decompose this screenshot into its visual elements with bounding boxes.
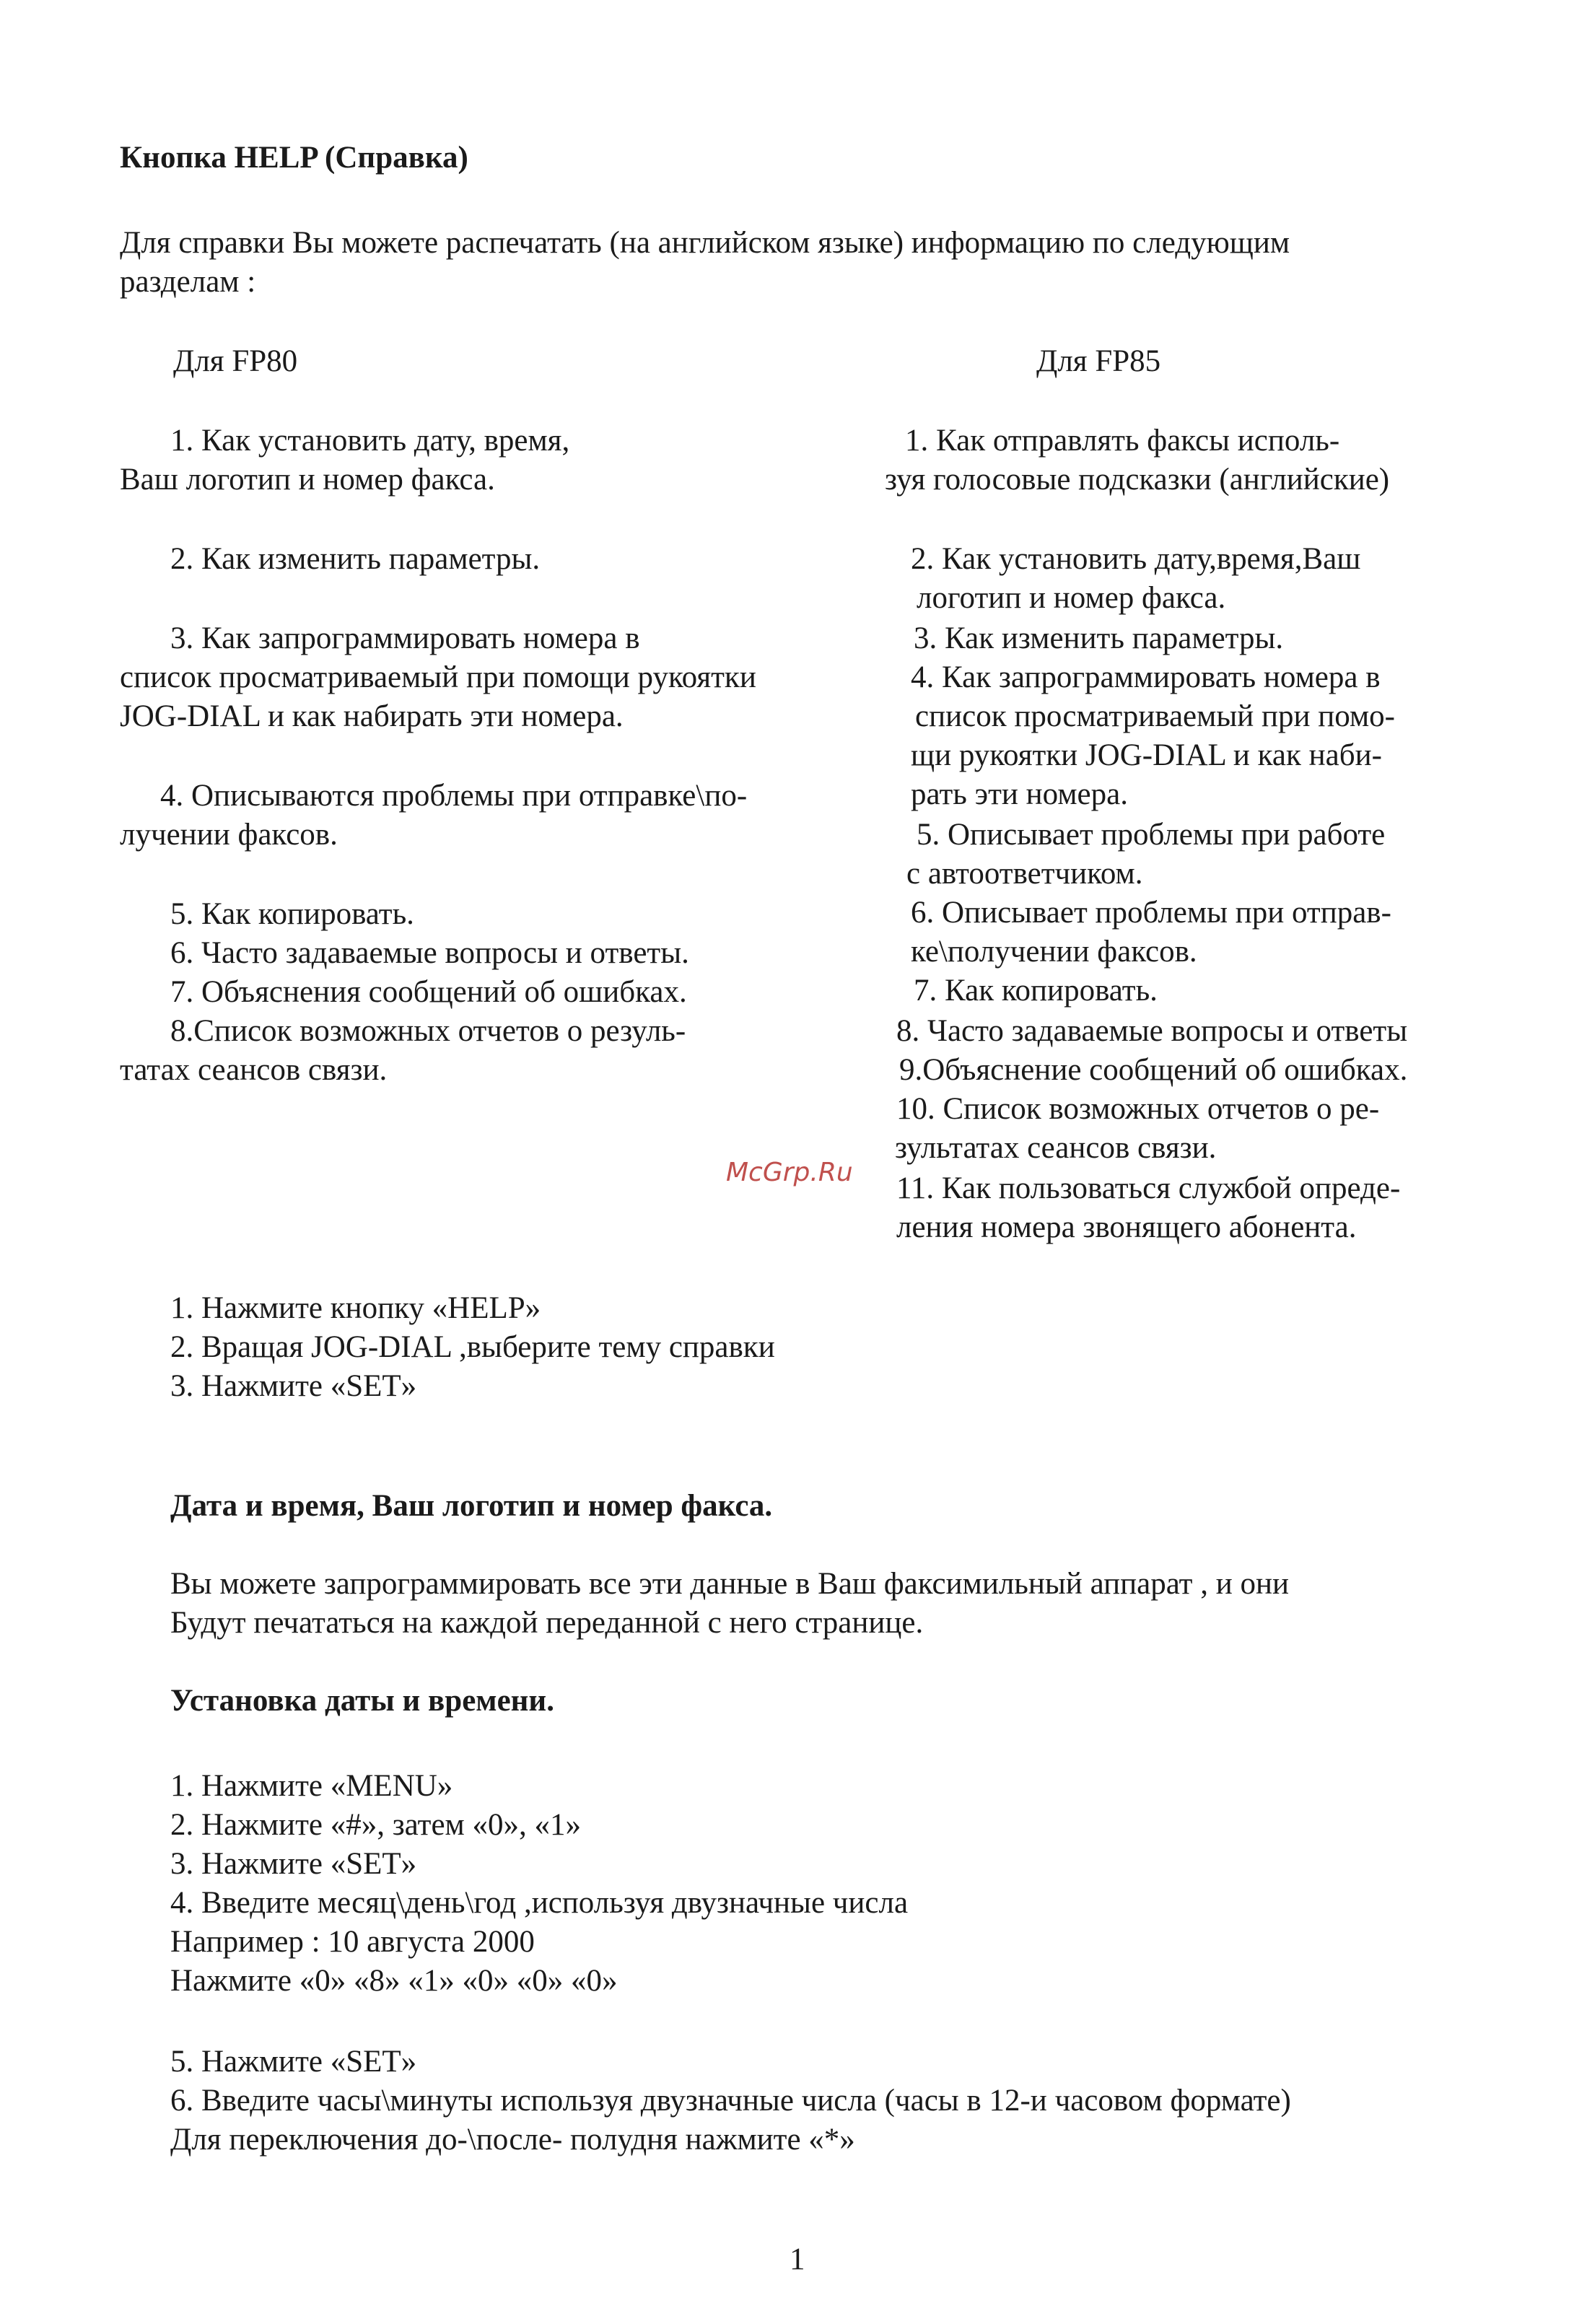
- fp85-line: 8. Часто задаваемые вопросы и ответы: [896, 1014, 1408, 1048]
- fp85-line: 9.Объяснение сообщений об ошибках.: [899, 1053, 1408, 1087]
- fp80-line: 5. Как копировать.: [170, 897, 414, 931]
- fp80-line: 3. Как запрограммировать номера в: [170, 621, 640, 655]
- set-date-line: Для переключения до-\после- полудня нажмите «*»: [170, 2123, 855, 2157]
- fp80-line: список просматриваемый при помощи рукоятки: [120, 660, 756, 694]
- fp80-line: 4. Описываются проблемы при отправке\по-: [160, 779, 748, 813]
- fp80-line: 6. Часто задаваемые вопросы и ответы.: [170, 936, 689, 970]
- fp80-line: JOG-DIAL и как набирать эти номера.: [120, 699, 624, 733]
- set-date-step: 3. Нажмите «SET»: [170, 1847, 417, 1881]
- fp85-line: 5. Описывает проблемы при работе: [917, 818, 1386, 852]
- fp85-line: 2. Как установить дату,время,Ваш: [911, 542, 1361, 576]
- fp80-line: 7. Объяснения сообщений об ошибках.: [170, 975, 687, 1009]
- fp85-line: логотип и номер факса.: [917, 581, 1226, 615]
- fp85-line: 7. Как копировать.: [914, 974, 1158, 1008]
- fp85-line: 11. Как пользоваться службой опреде-: [896, 1171, 1401, 1205]
- help-intro-line: Для справки Вы можете распечатать (на английском языке) информацию по следующим: [120, 226, 1290, 260]
- fp80-line: 1. Как установить дату, время,: [170, 424, 570, 458]
- set-date-step: 1. Нажмите «MENU»: [170, 1769, 453, 1803]
- fp85-line: зультатах сеансов связи.: [895, 1131, 1217, 1165]
- fp85-line: список просматриваемый при помо-: [915, 699, 1395, 733]
- fp85-line: зуя голосовые подсказки (английские): [885, 463, 1390, 497]
- fp80-line: 2. Как изменить параметры.: [170, 542, 541, 576]
- fp85-line: 6. Описывает проблемы при отправ-: [911, 896, 1391, 930]
- fp80-line: татах сеансов связи.: [120, 1053, 388, 1087]
- date-section-title: Дата и время, Ваш логотип и номер факса.: [170, 1489, 773, 1523]
- fp85-line: 3. Как изменить параметры.: [914, 621, 1284, 655]
- help-step: 1. Нажмите кнопку «HELP»: [170, 1291, 541, 1325]
- fp85-line: 4. Как запрограммировать номера в: [911, 660, 1381, 694]
- fp85-line: щи рукоятки JOG-DIAL и как наби-: [911, 738, 1382, 772]
- fp85-line: 10. Список возможных отчетов о ре-: [896, 1092, 1380, 1126]
- set-date-title: Установка даты и времени.: [170, 1684, 554, 1718]
- set-date-line: Например : 10 августа 2000: [170, 1925, 535, 1959]
- set-date-line: Нажмите «0» «8» «1» «0» «0» «0»: [170, 1964, 618, 1998]
- fp80-line: лучении факсов.: [120, 818, 338, 852]
- fp85-line: 1. Как отправлять факсы исполь-: [905, 424, 1340, 458]
- fp80-line: 8.Список возможных отчетов о резуль-: [170, 1014, 686, 1048]
- help-intro-line: разделам :: [120, 265, 256, 299]
- help-step: 3. Нажмите «SET»: [170, 1369, 417, 1403]
- fp85-line: ления номера звонящего абонента.: [896, 1210, 1357, 1244]
- date-section-text: Будут печататься на каждой переданной с него странице.: [170, 1606, 924, 1640]
- help-section-title: Кнопка HELP (Справка): [120, 141, 468, 175]
- fp80-heading: Для FP80: [173, 344, 298, 378]
- fp85-line: рать эти номера.: [911, 777, 1128, 811]
- fp85-line: ке\получении факсов.: [911, 935, 1197, 969]
- fp80-line: Ваш логотип и номер факса.: [120, 463, 495, 497]
- help-step: 2. Вращая JOG-DIAL ,выберите тему справки: [170, 1330, 775, 1364]
- set-date-step: 4. Введите месяц\день\год ,используя двузначные числа: [170, 1886, 909, 1920]
- watermark: McGrp.Ru: [726, 1158, 853, 1187]
- set-date-step: 5. Нажмите «SET»: [170, 2045, 417, 2079]
- set-date-step: 2. Нажмите «#», затем «0», «1»: [170, 1808, 581, 1842]
- fp85-heading: Для FP85: [1036, 344, 1161, 378]
- set-date-step: 6. Введите часы\минуты используя двузначные числа (часы в 12-и часовом формате): [170, 2084, 1291, 2118]
- date-section-text: Вы можете запрограммировать все эти данные в Ваш факсимильный аппарат , и они: [170, 1567, 1289, 1601]
- page-number: 1: [790, 2242, 805, 2276]
- fp85-line: с автоответчиком.: [906, 857, 1143, 891]
